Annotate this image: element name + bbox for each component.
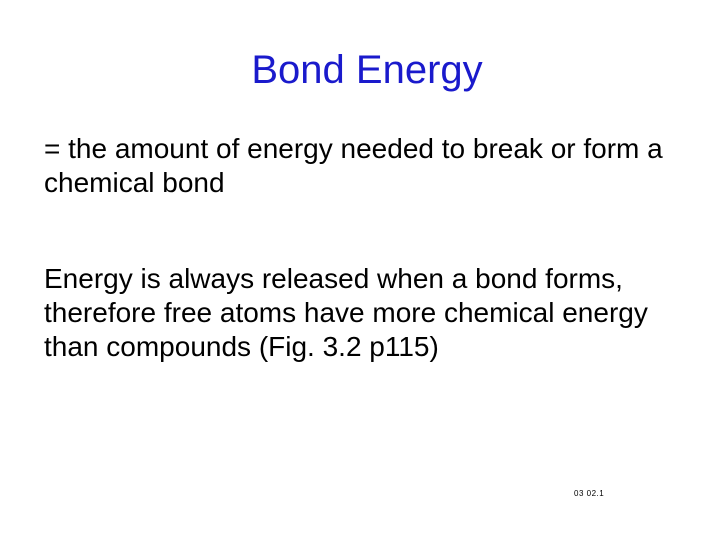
slide-title: Bond Energy xyxy=(251,48,483,92)
explanation-paragraph: Energy is always released when a bond forms, therefore free atoms have more chemical energy than compounds (Fig. 3.2 p115) xyxy=(44,263,648,362)
definition-paragraph: = the amount of energy needed to break or form a chemical bond xyxy=(44,133,663,198)
slide-footer-code: 03 02.1 xyxy=(574,489,605,498)
